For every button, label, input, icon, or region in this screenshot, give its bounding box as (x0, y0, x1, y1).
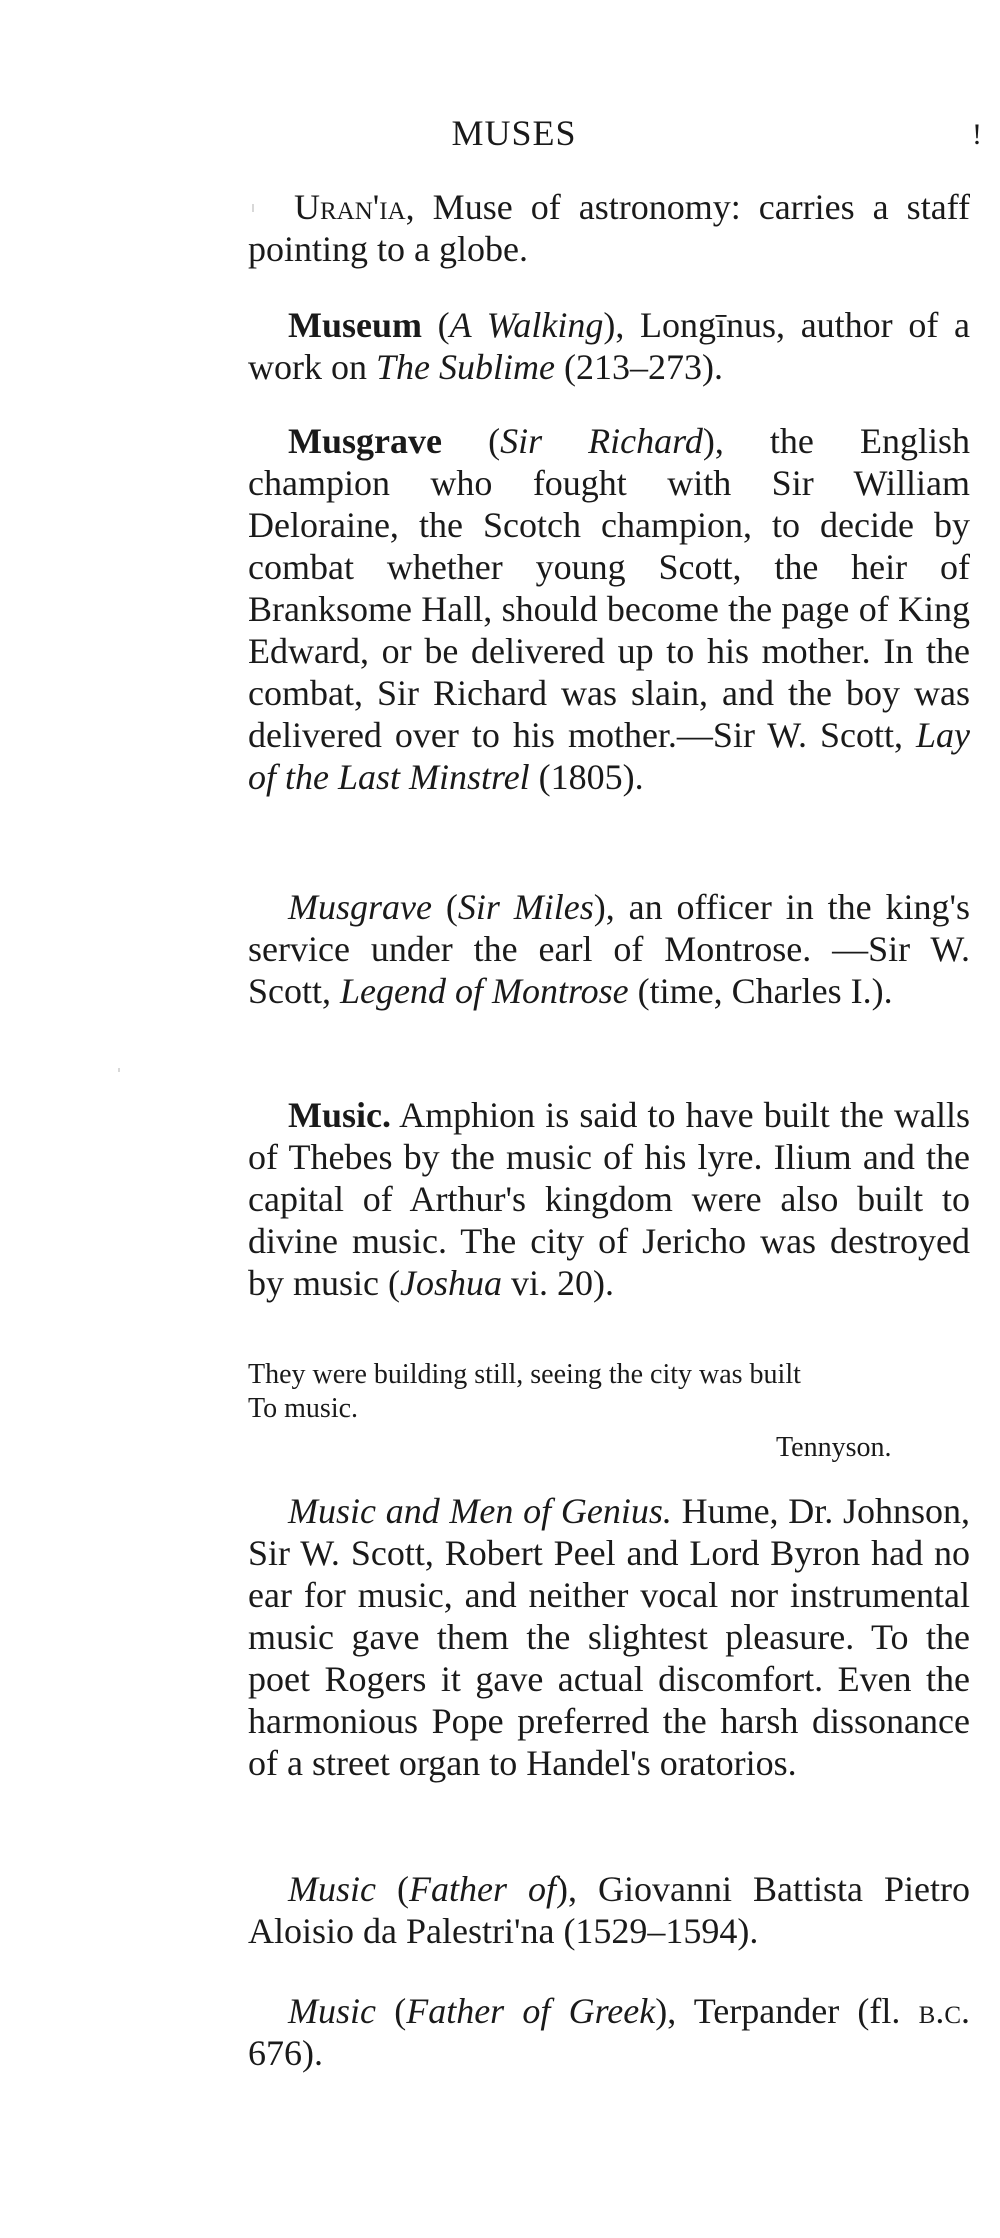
entry-musgrave-richard-work: Lay of the Last Minstrel (248, 715, 970, 797)
entry-musgrave-miles-gloss: Sir Miles (457, 887, 594, 927)
paren: ( (422, 305, 450, 345)
quote-attribution: Tennyson. (776, 1432, 892, 1463)
entry-music-father-text: ), Giovanni Battista Pietro Aloisio da Palestri'na (1529–1594). (248, 1869, 970, 1951)
entry-musgrave-miles-text: ), an officer in the king's service under the earl of Montrose. —Sir W. Scott, (248, 887, 970, 1011)
entry-music-father (248, 1868, 970, 1952)
entry-urania-name: Uran'ia (294, 187, 406, 227)
running-head-title: MUSES (451, 113, 577, 153)
entry-museum-text: ), Longīnus, author of a work on (248, 305, 970, 387)
entry-music-father-greek-text: ), Terpander (fl. (655, 1991, 919, 2031)
entry-music-father-greek-gloss: Father of Greek (406, 1991, 656, 2031)
entry-musgrave-richard-text2: (1805). (529, 757, 644, 797)
scan-speck (118, 1068, 120, 1072)
entry-music-father-gloss: Father of (409, 1869, 556, 1909)
entry-musgrave-miles-text2: (time, Charles I.). (628, 971, 893, 1011)
entry-musgrave-miles-work: Legend of Montrose (340, 971, 629, 1011)
entry-musgrave-richard-gloss: Sir Richard (500, 421, 703, 461)
entry-urania (248, 186, 970, 270)
entry-music-father-greek-era: b.c. (918, 1991, 970, 2031)
verse-line-2: To music. (248, 1393, 359, 1424)
entry-music-ref: Joshua (399, 1263, 502, 1303)
paren: ( (441, 421, 501, 461)
entry-music-text: Amphion is said to have built the walls of Thebes by the music of his lyre. Ilium and the capital of Arthur's kingdom were also built to divine music. The city of Jericho was destroyed by music ( (248, 1095, 970, 1303)
page-edge-mark: ! (972, 118, 982, 151)
paren: ( (431, 887, 458, 927)
entry-urania-text: , Muse of astronomy: carries a staff pointing to a globe. (248, 187, 970, 269)
paren: ( (375, 1991, 407, 2031)
entry-museum-work: The Sublime (376, 347, 555, 387)
entry-music-genius-headword: Music and Men of Genius. (288, 1491, 672, 1531)
entry-music-genius-text: Hume, Dr. Johnson, Sir W. Scott, Robert Peel and Lord Byron had no ear for music, and neither vocal nor instrumental music gave them the slightest pleasure. To the poet Rogers it gave actual discomfort. Even the harmonious Pope preferred the harsh dissonance of a street organ to Handel's oratorios. (248, 1491, 971, 1783)
entry-music-headword: Music. (288, 1095, 391, 1135)
entry-music (248, 1094, 970, 1304)
verse-quote (248, 1358, 970, 1426)
entry-music-father-headword: Music (288, 1869, 376, 1909)
entry-musgrave-richard-headword: Musgrave (288, 421, 442, 461)
entry-museum-headword: Museum (288, 305, 422, 345)
entry-musgrave-richard-text: ), the English champion who fought with Sir William Deloraine, the Scotch champion, to decide by combat whether young Scott, the heir of Branksome Hall, should become the page of King Edward, or be delivered up to his mother. In the combat, Sir Richard was slain, and the boy was delivered over to his mother.—Sir W. Scott, (248, 421, 970, 755)
entry-musgrave-miles (248, 886, 970, 1012)
entry-music-father-greek (248, 1990, 970, 2074)
entry-museum-text2: (213–273). (554, 347, 723, 387)
entry-musgrave-miles-headword: Musgrave (288, 887, 432, 927)
entry-music-genius (248, 1490, 970, 1784)
entry-music-father-greek-headword: Music (288, 1991, 376, 2031)
paren: ( (375, 1869, 409, 1909)
verse-line-1: They were building still, seeing the city was built (248, 1359, 801, 1390)
entry-museum-gloss: A Walking (449, 305, 604, 345)
entry-music-text2: vi. 20). (501, 1263, 614, 1303)
entry-music-father-greek-text2: 676). (248, 2033, 323, 2073)
entry-museum (248, 304, 970, 388)
entry-musgrave-richard (248, 420, 970, 798)
